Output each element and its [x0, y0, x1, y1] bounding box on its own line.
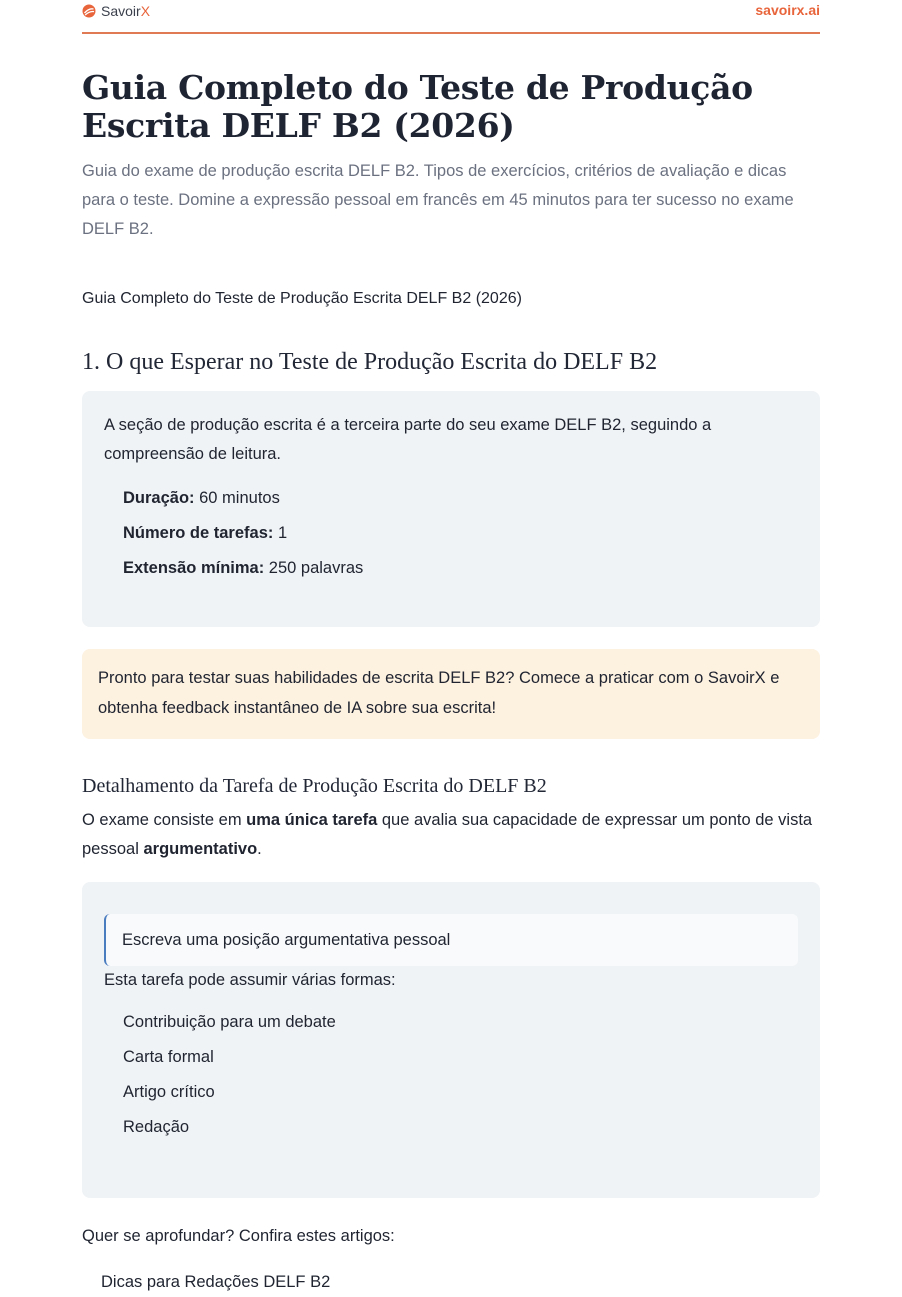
exam-overview-card — [82, 391, 820, 627]
list-item — [101, 1267, 820, 1297]
section-heading-task-breakdown: Detalhamento da Tarefa de Produção Escrita do DELF B2 — [82, 775, 547, 797]
list-item: Contribuição para um debate — [123, 1013, 336, 1031]
overview-intro: A seção de produção escrita é a terceira parte do seu exame DELF B2, seguindo a compreensão de leitura. — [104, 416, 712, 463]
brand-name: SavoirX — [101, 3, 151, 19]
list-item: Artigo crítico — [123, 1083, 215, 1101]
related-articles-intro: Quer se aprofundar? Confira estes artigos: — [82, 1227, 395, 1245]
section-heading-what-to-expect: 1. O que Esperar no Teste de Produção Escrita do DELF B2 — [82, 349, 658, 375]
page-title: Guia Completo do Teste de Produção Escrita DELF B2 (2026) — [82, 68, 753, 145]
list-item: Carta formal — [123, 1048, 214, 1066]
task-intro: O exame consiste em uma única tarefa que avalia sua capacidade de expressar um ponto de vista pessoal argumentativo. — [82, 811, 813, 858]
savoirx-logo-icon — [82, 4, 96, 18]
exam-facts-list — [104, 481, 798, 586]
list-item: Redação — [123, 1118, 190, 1136]
task-details-card — [82, 882, 820, 1198]
task-forms-list — [104, 1005, 798, 1145]
article-link[interactable]: Dicas para Redações DELF B2 — [101, 1272, 331, 1291]
task-quote: Escreva uma posição argumentativa pessoal — [104, 914, 798, 966]
fact-item-duration: Duração: 60 minutos — [123, 489, 280, 507]
practice-cta-banner[interactable]: Pronto para testar suas habilidades de escrita DELF B2? Comece a praticar com o SavoirX e obtenha feedback instantâneo de IA sobre sua escrita! — [82, 649, 820, 739]
related-articles-list — [82, 1267, 820, 1297]
plain-title: Guia Completo do Teste de Produção Escrita DELF B2 (2026) — [82, 290, 522, 307]
page-subtitle: Guia do exame de produção escrita DELF B2. Tipos de exercícios, critérios de avaliação e dicas para o teste. Domine a expressão pessoal em francês em 45 minutos para ter sucesso no exame DELF B2. — [82, 162, 794, 238]
fact-item-length: Extensão mínima: 250 palavras — [123, 559, 364, 577]
page — [82, 0, 820, 1297]
fact-item-tasks: Número de tarefas: 1 — [123, 524, 288, 542]
site-link[interactable]: savoirx.ai — [755, 2, 820, 18]
brand[interactable] — [82, 3, 150, 19]
forms-intro: Esta tarefa pode assumir várias formas: — [104, 971, 396, 989]
site-header — [82, 0, 820, 34]
